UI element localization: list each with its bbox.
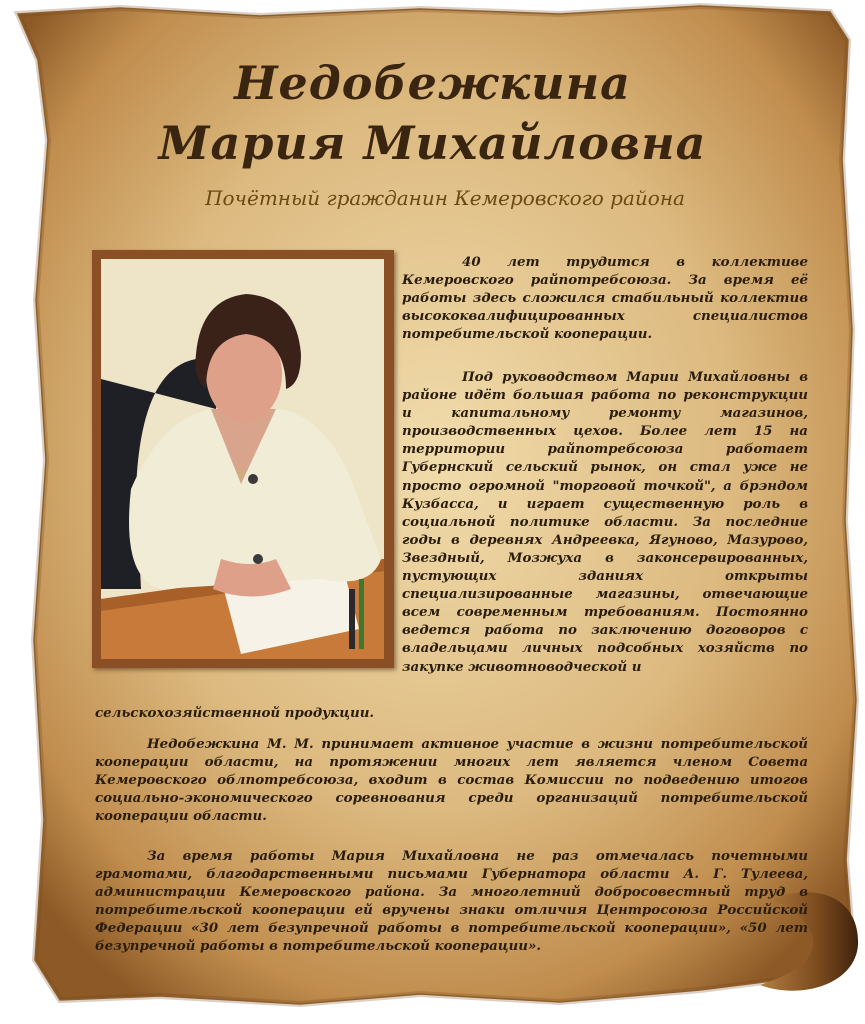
paragraph-awards: За время работы Мария Михайловна не раз отмечалась почетными грамотами, благодарственными письмами Губернатора области А. Г. Тулеева, администрации Кемеровского района. За многолетний добросовестный труд в потребительской кооперации ей вручены знаки отличия Центросоюза Российской Федерации «30 лет безупречной работы в потребительской кооперации», «50 лет безупречной работы в потребительской кооперации». bbox=[95, 848, 808, 955]
paragraph-participation: Недобежкина М. М. принимает активное участие в жизни потребительской кооперации области, на протяжении многих лет является членом Совета Кемеровского облпотребсоюза, входит в состав Комиссии по подведению итогов социально-экономического соревнования среди организаций потребительской кооперации области. bbox=[95, 736, 808, 825]
title-name: Мария Михайловна bbox=[158, 116, 707, 170]
paragraph-leadership-tail: сельскохозяйственной продукции. bbox=[95, 705, 375, 721]
paragraph-intro: 40 лет трудится в коллективе Кемеровского райпотребсоюза. За время её работы здесь сложился стабильный коллектив высококвалифицированных специалистов потребительской кооперации. bbox=[402, 254, 808, 343]
subtitle: Почётный гражданин Кемеровского района bbox=[205, 186, 685, 210]
title-surname: Недобежкина bbox=[234, 56, 631, 110]
paragraph-leadership: Под руководством Марии Михайловны в районе идёт большая работа по реконструкции и капитальному ремонту магазинов, производственных цехов. Более лет 15 на территории райпотребсоюза работает Губернский сельский рынок, он стал уже не просто огромной "торговой точкой", а брэндом Кузбасса, и играет существенную роль в социальной политике области. За последние годы в деревнях Андреевка, Ягуново, Мазурово, Звездный, Мозжуха в законсервированных, пустующих зданиях открыты специализированные магазины, отвечающие всем современным требованиям. Постоянно ведется работа по заключению договоров с владельцами личных подсобных хозяйств по закупке животноводческой и bbox=[402, 369, 808, 675]
portrait-photo bbox=[101, 259, 384, 659]
